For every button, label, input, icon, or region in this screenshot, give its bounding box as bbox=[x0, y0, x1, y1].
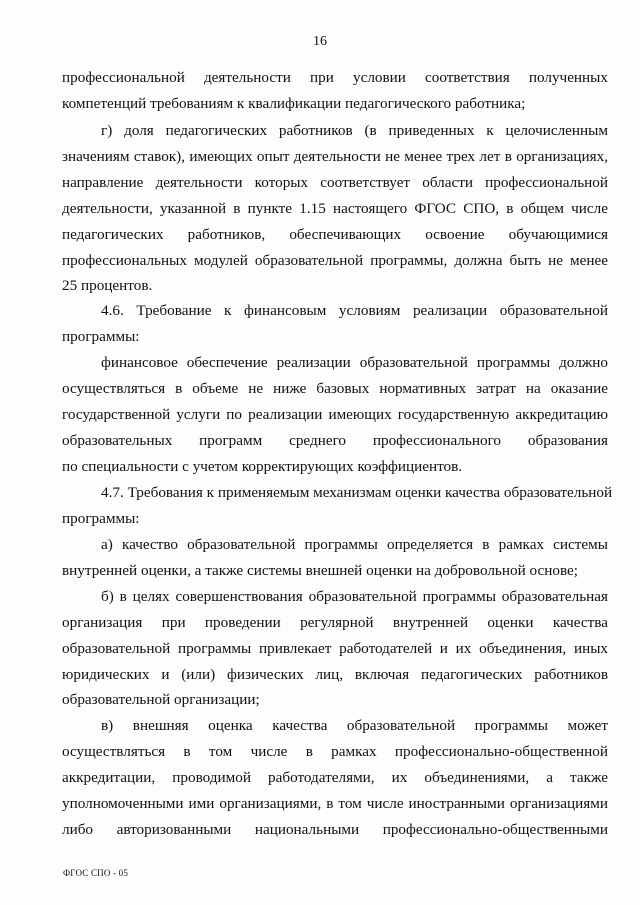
paragraph-start-line: в) внешняя оценка качества образовательной программы может bbox=[101, 717, 608, 734]
text-line: осуществляться в том числе в рамках профессионально-общественной bbox=[62, 743, 608, 760]
paragraph-start-line: а) качество образовательной программы определяется в рамках системы bbox=[101, 536, 608, 553]
text-line: по специальности с учетом корректирующих коэффициентов. bbox=[62, 458, 463, 475]
text-line: юридических и (или) физических лиц, включая педагогических работников bbox=[62, 666, 608, 683]
section-heading-line: 4.7. Требования к применяемым механизмам оценки качества образовательной bbox=[101, 484, 613, 501]
text-line: профессиональных модулей образовательной программы, должна быть не менее bbox=[62, 252, 608, 269]
text-line: профессиональной деятельности при условии соответствия полученных bbox=[62, 69, 608, 86]
footer-document-code: ФГОС СПО - 05 bbox=[63, 868, 129, 878]
text-line: осуществляться в объеме не ниже базовых нормативных затрат на оказание bbox=[62, 380, 608, 397]
text-line: государственной услуги по реализации имеющих государственную аккредитацию bbox=[62, 406, 608, 423]
text-line: образовательной организации; bbox=[62, 691, 260, 708]
text-line: внутренней оценки, а также системы внешней оценки на добровольной основе; bbox=[62, 562, 578, 579]
text-line: программы: bbox=[62, 328, 140, 345]
text-line: образовательных программ среднего профессионального образования bbox=[62, 432, 608, 449]
text-line: деятельности, указанной в пункте 1.15 настоящего ФГОС СПО, в общем числе bbox=[62, 200, 608, 217]
text-line: образовательной программы привлекает работодателей и их объединения, иных bbox=[62, 640, 608, 657]
text-line: компетенций требованиям к квалификации педагогического работника; bbox=[62, 95, 526, 112]
text-line: либо авторизованными национальными профессионально-общественными bbox=[62, 821, 608, 838]
text-line: 25 процентов. bbox=[62, 277, 153, 294]
page-number: 16 bbox=[313, 34, 327, 49]
text-line: программы: bbox=[62, 510, 140, 527]
section-heading-line: 4.6. Требование к финансовым условиям реализации образовательной bbox=[101, 302, 608, 319]
text-line: организация при проведении регулярной внутренней оценки качества bbox=[62, 614, 608, 631]
text-line: аккредитации, проводимой работодателями, их объединениями, а также bbox=[62, 769, 608, 786]
paragraph-start-line: г) доля педагогических работников (в приведенных к целочисленным bbox=[101, 122, 608, 139]
text-line: педагогических работников, обеспечивающих освоение обучающимися bbox=[62, 226, 608, 243]
paragraph-start-line: финансовое обеспечение реализации образовательной программы должно bbox=[101, 354, 608, 371]
text-line: уполномоченными ими организациями, в том числе иностранными организациями bbox=[62, 795, 608, 812]
text-line: направление деятельности которых соответствует области профессиональной bbox=[62, 174, 608, 191]
text-line: значениям ставок), имеющих опыт деятельности не менее трех лет в организациях, bbox=[62, 148, 608, 165]
paragraph-start-line: б) в целях совершенствования образовательной программы образовательная bbox=[101, 588, 608, 605]
